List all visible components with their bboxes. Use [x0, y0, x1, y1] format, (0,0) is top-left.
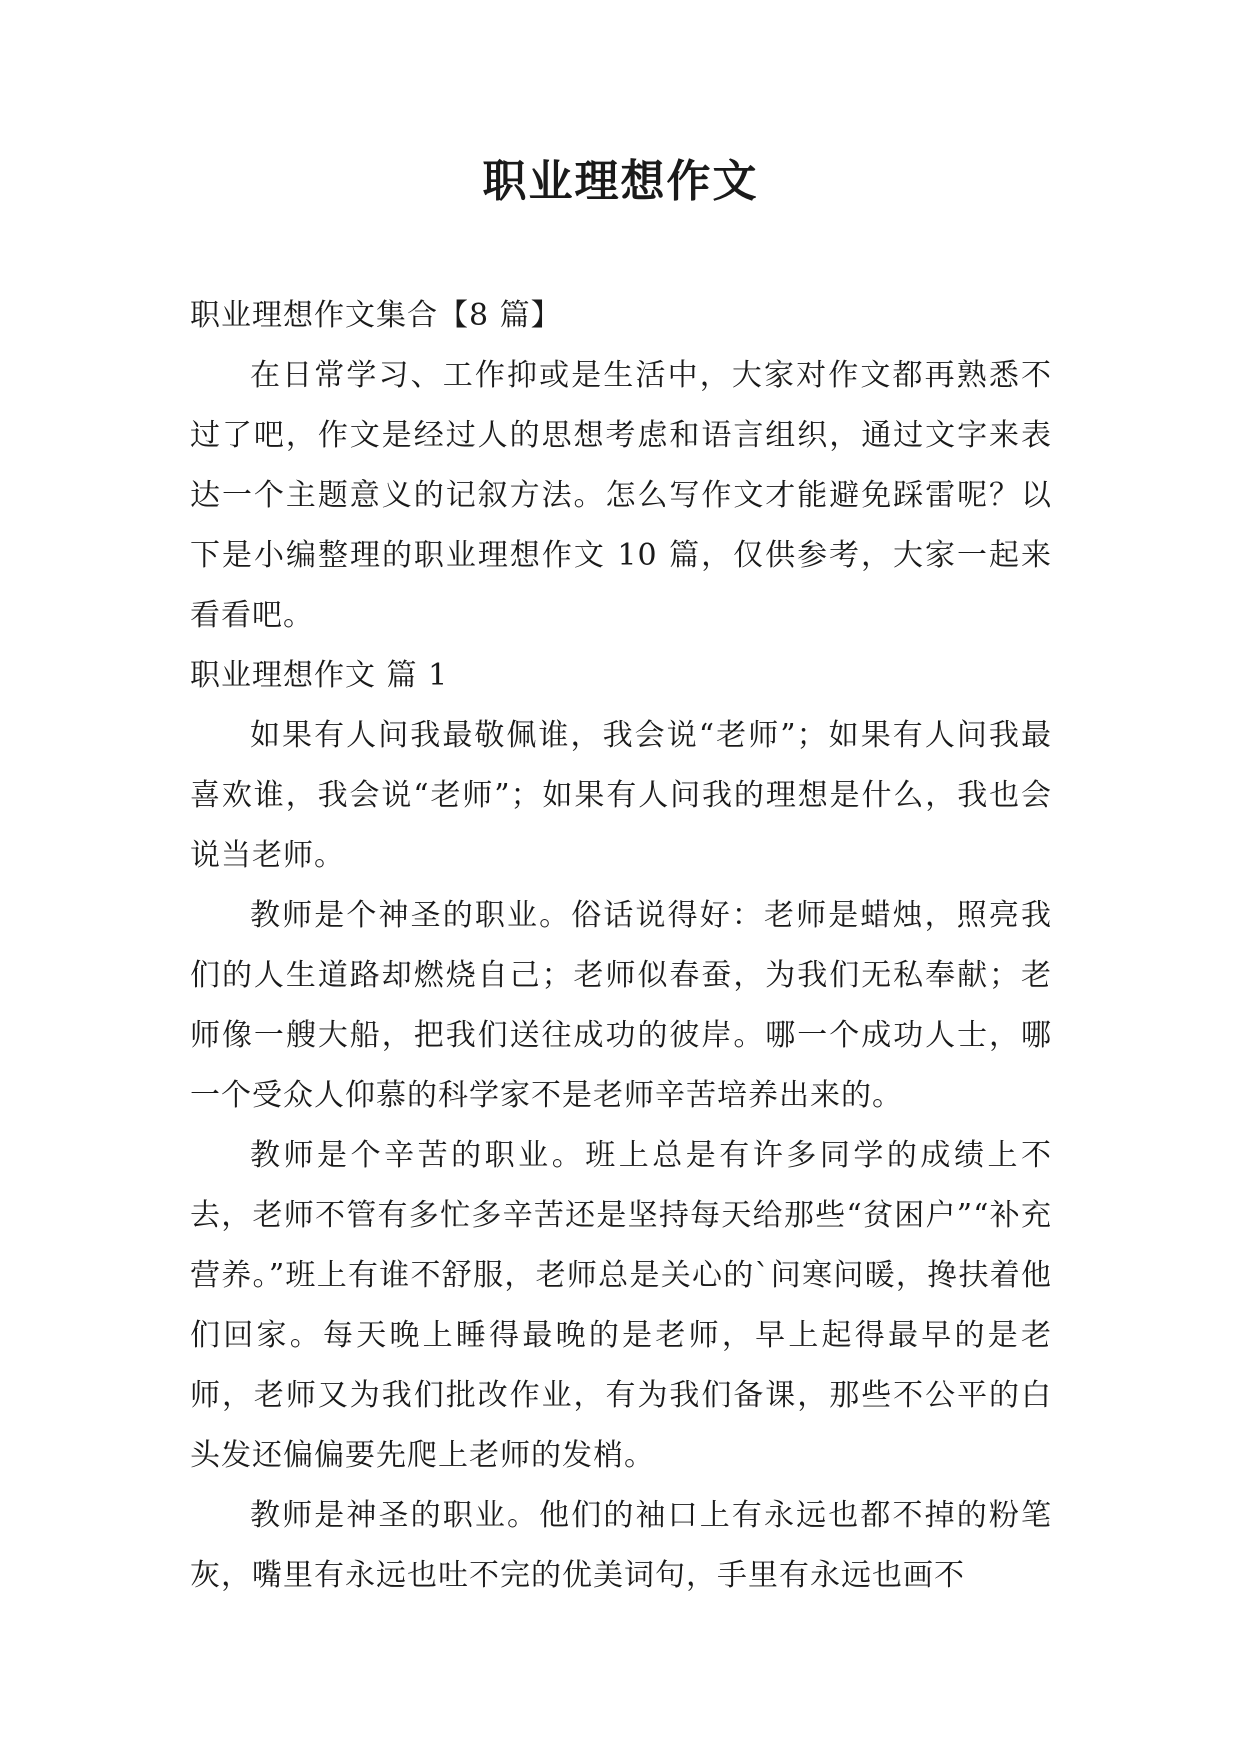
body-paragraph: 教师是个神圣的职业。俗话说得好：老师是蜡烛，照亮我们的人生道路却燃烧自己；老师似春蚕，为我们无私奉献；老师像一艘大船，把我们送往成功的彼岸。哪一个成功人士，哪一个受众人仰慕的科学家不是老师辛苦培养出来的。: [190, 898, 1052, 1113]
body-paragraph: 教师是神圣的职业。他们的袖口上有永远也都不掉的粉笔灰，嘴里有永远也吐不完的优美词句，手里有永远也画不: [190, 1498, 1052, 1593]
body-paragraph: 教师是个辛苦的职业。班上总是有许多同学的成绩上不去，老师不管有多忙多辛苦还是坚持每天给那些“贫困户”“补充营养。”班上有谁不舒服，老师总是关心的`问寒问暖，搀扶着他们回家。每天晚上睡得最晚的是老师，早上起得最早的是老师，老师又为我们批改作业，有为我们备课，那些不公平的白头发还偏偏要先爬上老师的发梢。: [190, 1138, 1052, 1473]
document-body: [190, 286, 1052, 1606]
section-heading: 职业理想作文 篇 1: [190, 658, 449, 693]
intro-paragraph: 在日常学习、工作抑或是生活中，大家对作文都再熟悉不过了吧，作文是经过人的思想考虑和语言组织，通过文字来表达一个主题意义的记叙方法。怎么写作文才能避免踩雷呢？以下是小编整理的职业理想作文 10 篇，仅供参考，大家一起来看看吧。: [190, 358, 1052, 633]
document-subtitle: 职业理想作文集合【8 篇】: [190, 298, 562, 333]
page-title: 职业理想作文: [482, 156, 759, 207]
body-paragraph: 如果有人问我最敬佩谁，我会说“老师”；如果有人问我最喜欢谁，我会说“老师”；如果有人问我的理想是什么，我也会说当老师。: [190, 718, 1052, 873]
